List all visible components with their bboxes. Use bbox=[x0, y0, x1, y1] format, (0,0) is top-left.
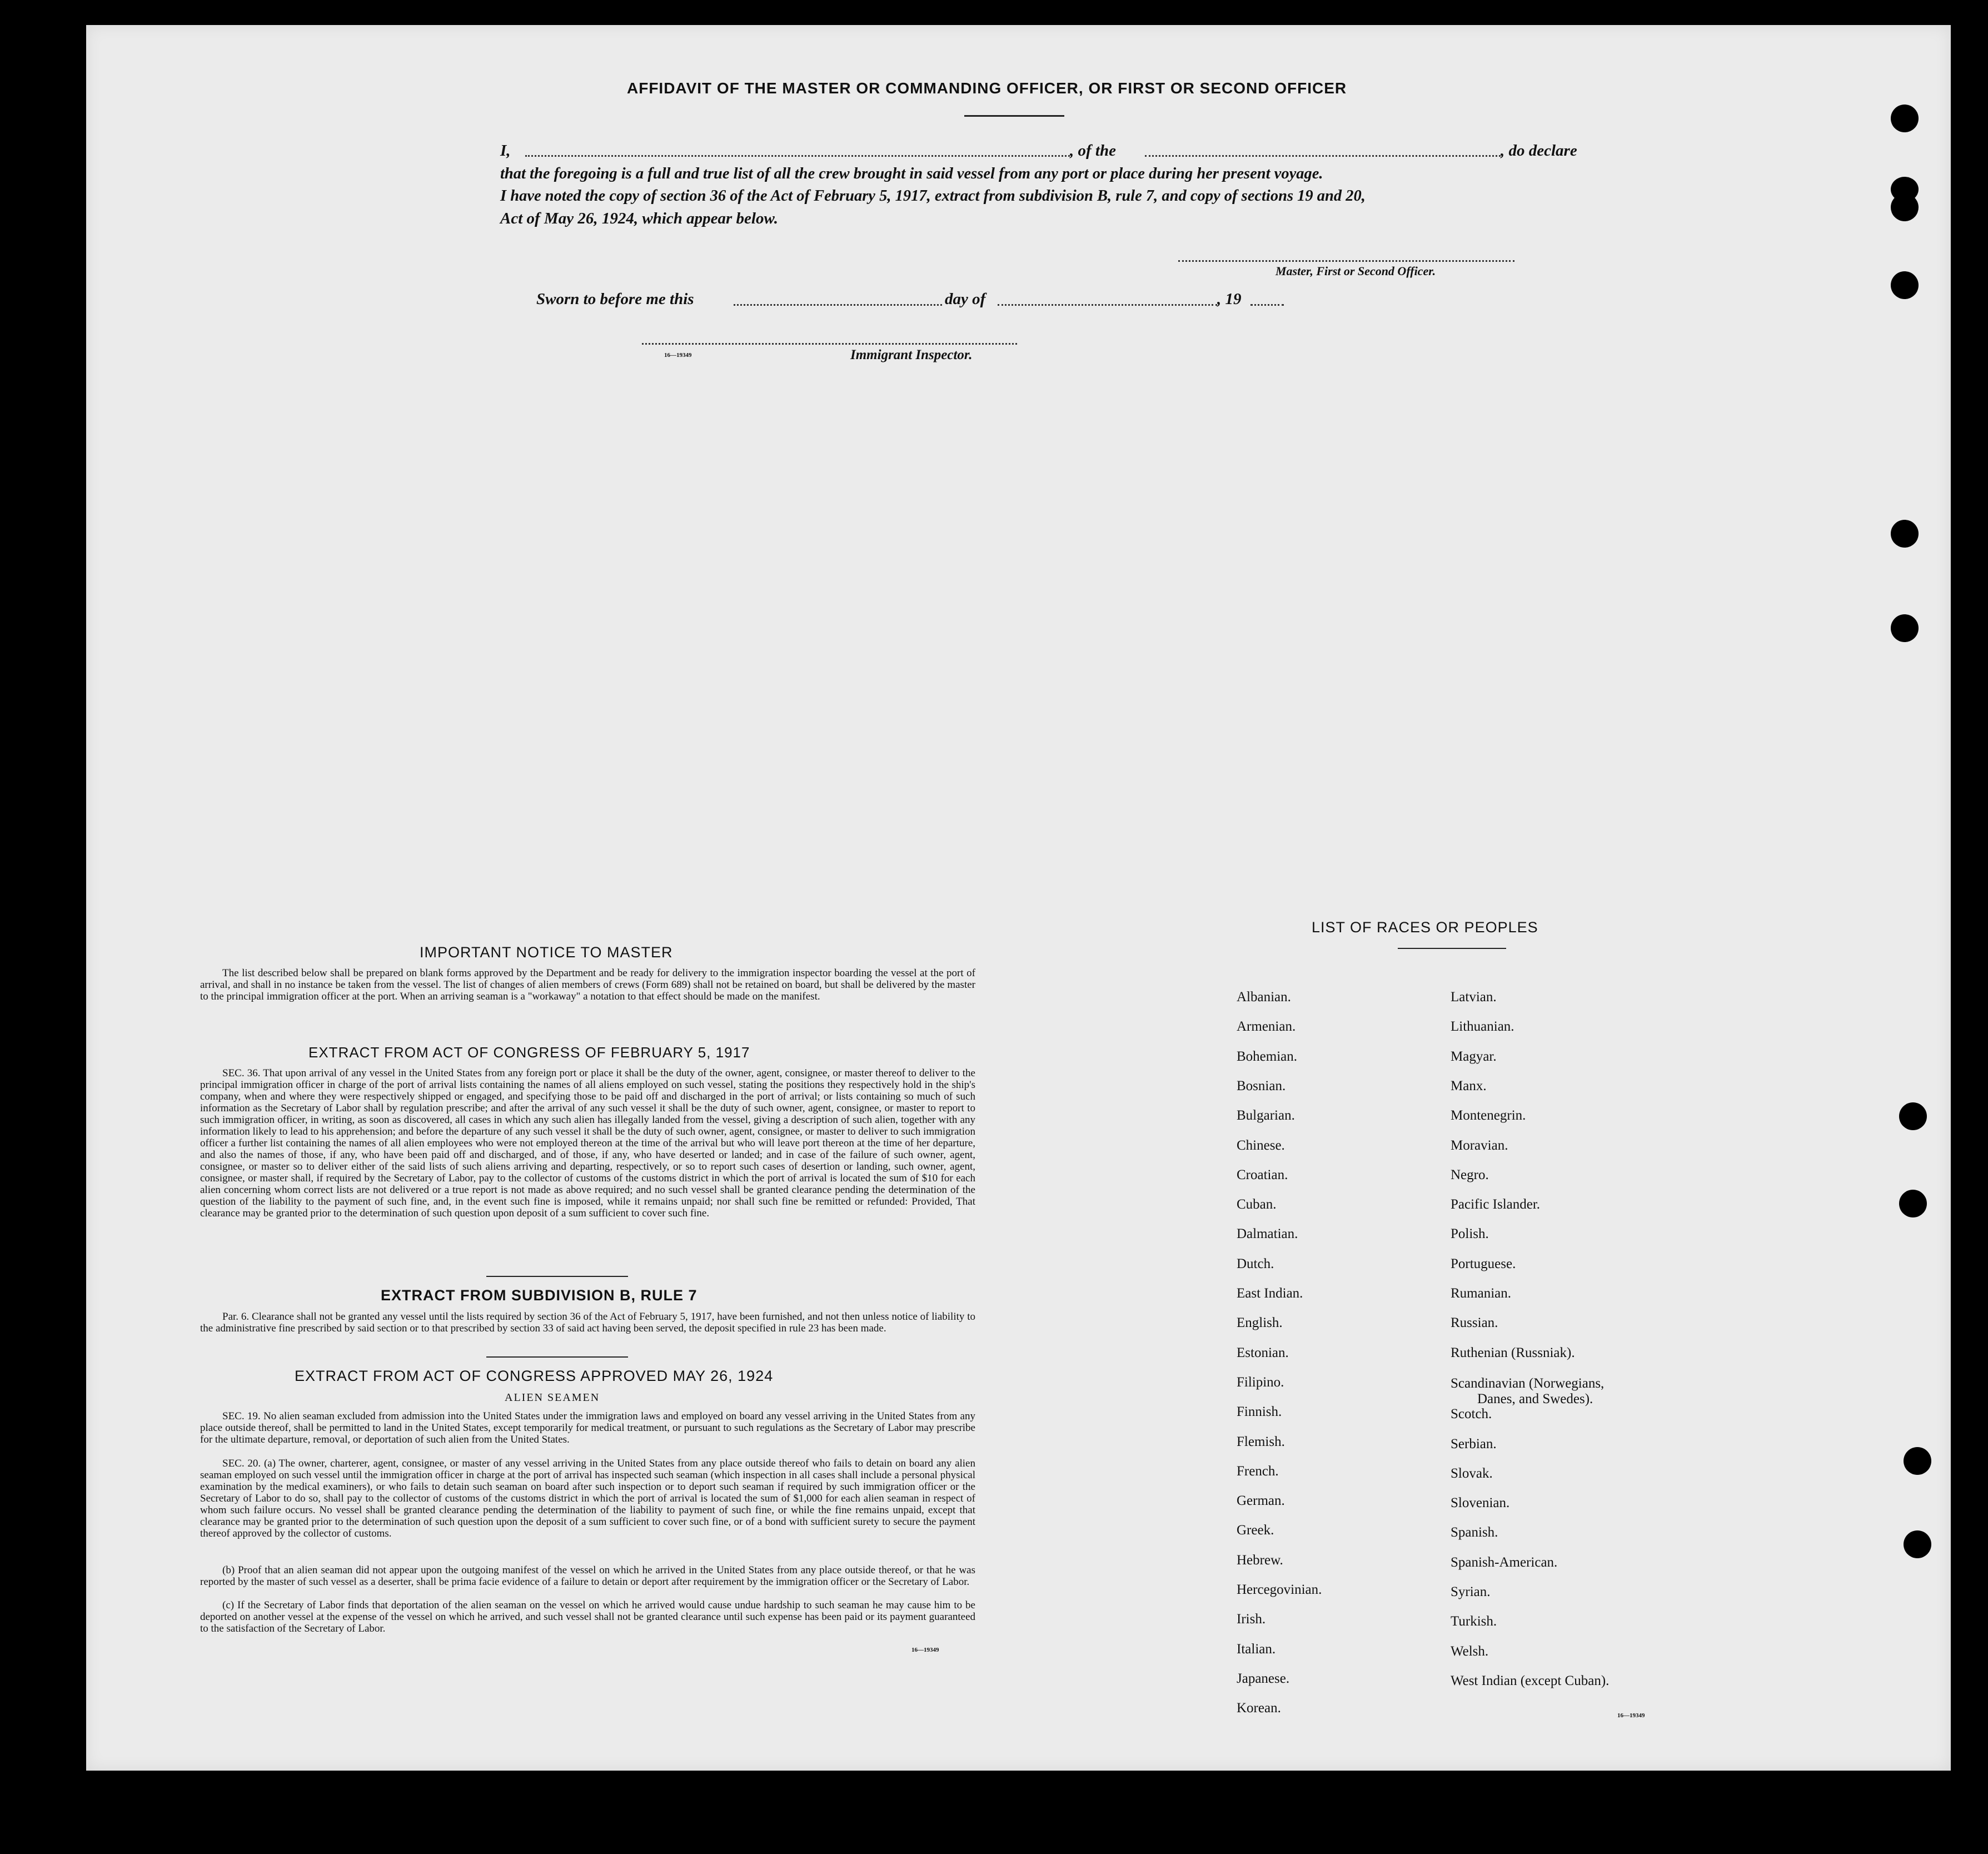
race-item: Ruthenian (Russniak). bbox=[1451, 1345, 1575, 1360]
race-item: Cuban. bbox=[1237, 1197, 1277, 1212]
race-item: Syrian. bbox=[1451, 1584, 1491, 1599]
binder-hole bbox=[1899, 1102, 1927, 1130]
race-item: Slovak. bbox=[1451, 1465, 1493, 1481]
name-blank[interactable] bbox=[525, 155, 1070, 157]
race-item: Spanish. bbox=[1451, 1525, 1498, 1540]
extract-1924-title: EXTRACT FROM ACT OF CONGRESS APPROVED MAY 26, 1924 bbox=[295, 1368, 774, 1384]
affidavit-i: I, bbox=[500, 142, 511, 160]
affidavit-line-3: I have noted the copy of section 36 of the Act of February 5, 1917, extract from subdivision B, rule 7, and copy of sections 19 and 20, bbox=[500, 187, 1366, 205]
race-item: Scotch. bbox=[1451, 1406, 1492, 1422]
binder-hole bbox=[1899, 1190, 1927, 1217]
race-item: Bulgarian. bbox=[1237, 1108, 1295, 1124]
binder-hole bbox=[1904, 1530, 1931, 1558]
sworn-day-blank[interactable] bbox=[734, 304, 942, 306]
race-item: Magyar. bbox=[1451, 1048, 1497, 1064]
binder-hole bbox=[1891, 271, 1919, 299]
race-item: Armenian. bbox=[1237, 1019, 1296, 1035]
sworn-year-blank[interactable] bbox=[1250, 304, 1284, 306]
race-item: Bosnian. bbox=[1237, 1078, 1286, 1093]
document-sheet bbox=[86, 25, 1951, 1771]
inspector-label: Immigrant Inspector. bbox=[850, 347, 973, 362]
master-signature-line[interactable] bbox=[1178, 260, 1514, 262]
race-item: Russian. bbox=[1451, 1315, 1498, 1331]
race-item: West Indian (except Cuban). bbox=[1451, 1673, 1610, 1688]
races-title: LIST OF RACES OR PEOPLES bbox=[1312, 919, 1538, 936]
sec-20c-body: (c) If the Secretary of Labor finds that deportation of the alien seaman on the vessel on which he arrived would cause undue hardship to such seaman he may cause him to be deported on another vessel at the expense of the vessel on which he arrived, and such vessel shall not be granted clearance until such expense has been paid or its payment guaranteed to the satisfaction of the Secretary of Labor. bbox=[200, 1599, 975, 1634]
race-item: Spanish-American. bbox=[1451, 1554, 1558, 1570]
divider-1 bbox=[486, 1276, 628, 1277]
affidavit-title-rule bbox=[964, 115, 1064, 117]
master-signature-label: Master, First or Second Officer. bbox=[1275, 264, 1436, 278]
race-item: Montenegrin. bbox=[1451, 1108, 1526, 1124]
race-item: Rumanian. bbox=[1451, 1286, 1512, 1301]
race-item: Pacific Islander. bbox=[1451, 1197, 1541, 1212]
binder-hole bbox=[1904, 1447, 1931, 1475]
race-item: English. bbox=[1237, 1315, 1283, 1331]
race-item: French. bbox=[1237, 1463, 1279, 1479]
binder-hole bbox=[1891, 614, 1919, 642]
races-title-rule bbox=[1398, 948, 1506, 949]
races-form-code: 16—19349 bbox=[1617, 1712, 1645, 1719]
sec-20b-body: (b) Proof that an alien seaman did not appear upon the outgoing manifest of the vessel on which he arrived in the United States from any place outside thereof, or that he was reported by the master of such vessel as a deserter, shall be prima facie evidence of a failure to detain or deport after requirement by the immigration officer or the Secretary of Labor. bbox=[200, 1564, 975, 1588]
race-item: Scandinavian (Norwegians, bbox=[1451, 1375, 1605, 1391]
race-item: Bohemian. bbox=[1237, 1048, 1298, 1064]
notice-title: IMPORTANT NOTICE TO MASTER bbox=[420, 944, 673, 961]
race-item: German. bbox=[1237, 1493, 1285, 1509]
affidavit-of-the: , of the bbox=[1070, 142, 1116, 160]
race-item: Danes, and Swedes). bbox=[1477, 1391, 1593, 1406]
subdivision-title: EXTRACT FROM SUBDIVISION B, RULE 7 bbox=[381, 1287, 697, 1304]
divider-2 bbox=[486, 1356, 628, 1358]
extract-1917-title: EXTRACT FROM ACT OF CONGRESS OF FEBRUARY 5, 1917 bbox=[308, 1044, 750, 1061]
race-item: Greek. bbox=[1237, 1523, 1274, 1538]
race-item: Flemish. bbox=[1237, 1434, 1285, 1449]
race-item: Moravian. bbox=[1451, 1137, 1508, 1153]
race-item: Dutch. bbox=[1237, 1256, 1274, 1271]
race-item: Serbian. bbox=[1451, 1436, 1497, 1452]
race-item: Filipino. bbox=[1237, 1374, 1284, 1390]
binder-hole bbox=[1891, 520, 1919, 548]
sec-20a-body: SEC. 20. (a) The owner, charterer, agent, consignee, or master of any vessel arriving in the United States from any place outside thereof who fails to detain on board any alien seaman employed on such vessel until the immigration officer in charge at the port of arrival has inspected such seaman (which inspection in all cases shall include a personal physical examination by the medical examiners), or who fails to detain such seaman on board after such inspection or to deport such seaman if required by such immigration officer or the Secretary of Labor to do so, shall pay to the collector of customs of the customs district in which the port of arrival is located the sum of $1,000 for each alien seaman in respect of whom such failure occurs. No vessel shall be granted clearance pending the determination of the liability to payment of such fine, or while the fine remains unpaid, except that clearance may be granted prior to the determination of such question upon the deposit of a sum sufficient to cover such fine, or of a bond with sufficient surety to secure the payment thereof approved by the collector of customs. bbox=[200, 1458, 975, 1539]
race-item: Portuguese. bbox=[1451, 1256, 1516, 1271]
inspector-signature-line[interactable] bbox=[642, 343, 1017, 345]
race-item: Chinese. bbox=[1237, 1137, 1285, 1153]
race-item: Estonian. bbox=[1237, 1345, 1289, 1360]
race-item: East Indian. bbox=[1237, 1286, 1303, 1301]
race-item: Manx. bbox=[1451, 1078, 1487, 1093]
sworn-day-of: day of bbox=[945, 290, 986, 308]
race-item: Croatian. bbox=[1237, 1167, 1288, 1182]
affidavit-title: AFFIDAVIT OF THE MASTER OR COMMANDING OFFICER, OR FIRST OR SECOND OFFICER bbox=[627, 79, 1347, 97]
affidavit-do-declare: , do declare bbox=[1501, 142, 1577, 160]
race-item: Hercegovinian. bbox=[1237, 1582, 1322, 1597]
race-item: Italian. bbox=[1237, 1641, 1276, 1657]
alien-seamen-subtitle: ALIEN SEAMEN bbox=[505, 1391, 600, 1404]
sworn-month-blank[interactable] bbox=[998, 304, 1217, 306]
affidavit-line-4: Act of May 26, 1924, which appear below. bbox=[500, 210, 778, 227]
binder-hole bbox=[1891, 193, 1919, 221]
sworn-year-prefix: , 19 bbox=[1217, 290, 1242, 308]
race-item: Slovenian. bbox=[1451, 1495, 1510, 1511]
sec-19-body: SEC. 19. No alien seaman excluded from admission into the United States under the immigration laws and employed on board any vessel arriving in the United States from any place outside thereof, shall be permitted to land in the United States, except temporarily for medical treatment, or pursuant to such regulations as the Secretary of Labor may prescribe for the ultimate departure, removal, or deportation of such alien from the United States. bbox=[200, 1410, 975, 1445]
extract-1917-body: SEC. 36. That upon arrival of any vessel in the United States from any foreign port or place it shall be the duty of the owner, agent, consignee, or master thereof to deliver to the principal immigration officer in charge of the port of arrival lists containing the names of all aliens employed on such vessel, stating the positions they respectively hold in the ship's company, when and where they were respectively shipped or engaged, and specifying those to be paid off and discharged in the port of arrival; or lists containing so much of such information as the Secretary of Labor shall by regulation prescribe; and after the arrival of any such vessel it shall be the duty of such owner, agent, consignee, or master to report to such immigration officer, in writing, as soon as discovered, all cases in which any such alien has illegally landed from the vessel, giving a description of such alien, together with any information likely to lead to his apprehension; and before the departure of any such vessel it shall be the duty of such owner, agent, consignee, or master to deliver to such immigration officer a further list containing the names of all alien employees who were not employed thereon at the time of the arrival but who will leave port thereon at the time of her departure, and also the names of those, if any, who have been paid off and discharged, and of those, if any, who have deserted or landed; and in case of the failure of such owner, agent, consignee, or master so to deliver either of the said lists of such aliens arriving and departing, respectively, or so to report such cases of desertion or landing, such owner, agent, consignee, or master shall, if required by the Secretary of Labor, pay to the collector of customs of the customs district in which the port of arrival is located the sum of $10 for each alien concerning whom correct lists are not delivered or a true report is not made as above required; and no such vessel shall be granted clearance pending the determination of the question of the liability to the payment of such fine, and, in the event such fine is imposed, while it remains unpaid; nor shall such fine be remitted or refunded: Provided, That clearance may be granted prior to the determination of such question upon deposit of a sum sufficient to cover such fine. bbox=[200, 1067, 975, 1219]
affidavit-line-2: that the foregoing is a full and true list of all the crew brought in said vessel from any port or place during her present voyage. bbox=[500, 165, 1323, 182]
extract-1924-form-code: 16—19349 bbox=[911, 1647, 939, 1653]
binder-hole bbox=[1891, 105, 1919, 132]
sworn-text: Sworn to before me this bbox=[536, 290, 694, 308]
race-item: Turkish. bbox=[1451, 1614, 1497, 1629]
race-item: Negro. bbox=[1451, 1167, 1489, 1182]
race-item: Lithuanian. bbox=[1451, 1019, 1514, 1035]
race-item: Hebrew. bbox=[1237, 1552, 1283, 1568]
race-item: Japanese. bbox=[1237, 1671, 1290, 1686]
race-item: Finnish. bbox=[1237, 1404, 1282, 1420]
race-item: Polish. bbox=[1451, 1226, 1489, 1242]
race-item: Irish. bbox=[1237, 1612, 1266, 1627]
race-item: Albanian. bbox=[1237, 990, 1291, 1005]
race-item: Korean. bbox=[1237, 1701, 1281, 1716]
race-item: Welsh. bbox=[1451, 1643, 1489, 1659]
subdivision-body: Par. 6. Clearance shall not be granted any vessel until the lists required by section 36 of the Act of February 5, 1917, have been furnished, and not then unless notice of liability to the administrative fine prescribed by said section or to that prescribed by section 33 of said act having been served, the deposit specified in rule 23 has been made. bbox=[200, 1311, 975, 1334]
race-item: Latvian. bbox=[1451, 990, 1497, 1005]
affidavit-form-code: 16—19349 bbox=[664, 352, 692, 359]
race-item: Dalmatian. bbox=[1237, 1226, 1298, 1242]
notice-body: The list described below shall be prepared on blank forms approved by the Department and be ready for delivery to the immigration inspector boarding the vessel at the port of arrival, and shall in no instance be taken from the vessel. The list of changes of alien members of crews (Form 689) shall not be retained on board, but shall be delivered by the master to the principal immigration officer at the port. When an arriving seaman is a "workaway" a notation to that effect should be made on the manifest. bbox=[200, 967, 975, 1002]
vessel-blank[interactable] bbox=[1145, 155, 1501, 157]
